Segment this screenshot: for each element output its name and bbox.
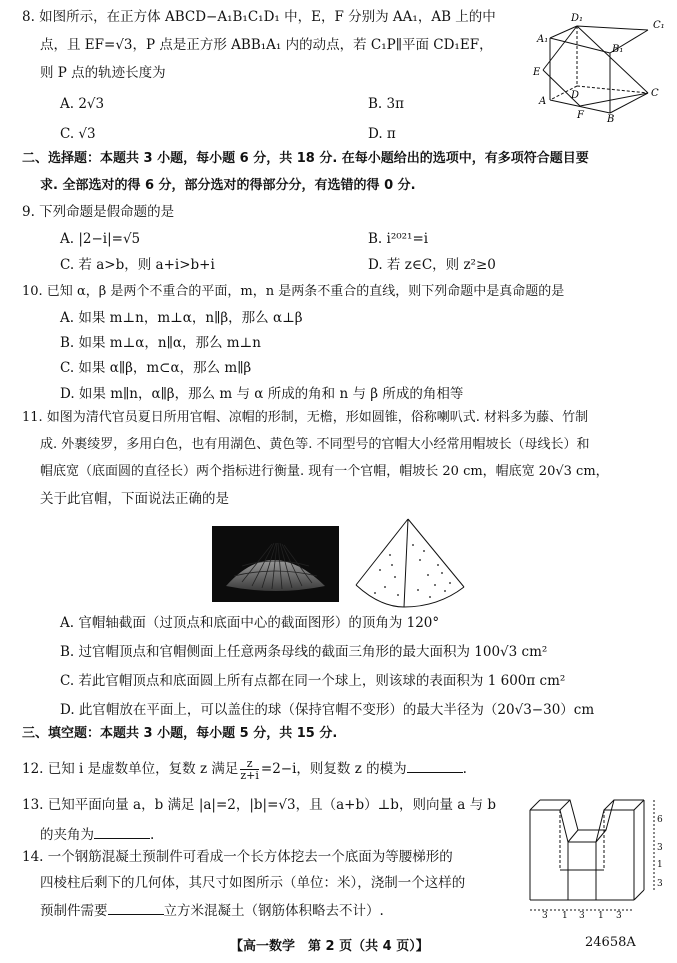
cube-figure <box>525 8 677 123</box>
label-c: C <box>651 88 659 99</box>
label-f: F <box>577 110 584 121</box>
label-d: D <box>571 90 580 101</box>
q12-answer-blank[interactable] <box>407 758 463 773</box>
label-d1: D₁ <box>571 13 584 24</box>
q11-option-b: B. 过官帽顶点和官帽侧面上任意两条母线的截面三角形的最大面积为 100√3 cm² <box>60 644 548 660</box>
q8-option-b: B. 3π <box>368 96 404 112</box>
q11-option-c: C. 若此官帽顶点和底面圆上所有点都在同一个球上，则该球的表面积为 1 600π cm² <box>60 673 566 689</box>
label-b1: B₁ <box>612 44 624 55</box>
q12-frac-den: z+i <box>240 769 259 782</box>
q8-line2: 点，且 EF=√3，P 点是正方形 ABB₁A₁ 内的动点，若 C₁P∥平面 CD₁EF， <box>40 37 493 53</box>
dim-top: 6 <box>657 815 663 825</box>
q12-post: =2−i，则复数 z 的模为 <box>260 761 407 777</box>
dim-bottom-2: 1 <box>562 911 568 920</box>
q14-answer-blank[interactable] <box>108 900 164 915</box>
dim-bottom-5: 3 <box>616 911 622 920</box>
q14-line2: 四棱柱后剩下的几何体，其尺寸如图所示（单位：米），浇制一个这样的 <box>40 875 466 891</box>
q11-line4: 关于此官帽，下面说法正确的是 <box>40 491 229 507</box>
q13-line2: 的夹角为 . <box>40 824 154 844</box>
q8-option-d: D. π <box>368 126 396 142</box>
cone-drawing <box>350 515 470 610</box>
q9-option-a: A. |2−i|=√5 <box>60 231 141 247</box>
q11-option-d: D. 此官帽放在平面上，可以盖住的球（保持官帽不变形）的最大半径为（20√3−30）cm <box>60 702 595 718</box>
q13-line1: 13. 已知平面向量 a，b 满足 |a|=2，|b|=√3，且（a+b）⊥b，则向量 a 与 b <box>22 797 497 813</box>
dim-side3: 3 <box>657 879 663 889</box>
dim-side1: 3 <box>657 843 663 853</box>
section2-line2: 求. 全部选对的得 6 分，部分选对的得部分分，有选错的得 0 分. <box>40 178 416 193</box>
section2-line1: 二、选择题：本题共 3 小题，每小题 6 分，共 18 分. 在每小题给出的选项中，有多项符合题目要 <box>22 151 589 166</box>
dim-bottom-4: 1 <box>598 911 604 920</box>
dim-bottom-1: 3 <box>542 911 548 920</box>
label-a: A <box>539 96 547 107</box>
q9-stem: 9. 下列命题是假命题的是 <box>22 204 175 220</box>
dim-side2: 1 <box>657 860 663 870</box>
q10-option-c: C. 如果 α∥β，m⊂α，那么 m∥β <box>60 360 252 376</box>
q12-pre: 12. 已知 i 是虚数单位，复数 z 满足 <box>22 761 239 777</box>
q13-answer-blank[interactable] <box>94 824 150 839</box>
label-c1: C₁ <box>653 20 665 31</box>
label-b: B <box>607 114 615 123</box>
q11-line1: 11. 如图为清代官员夏日所用官帽、凉帽的形制，无檐，形如圆锥，俗称喇叭式. 材料多为藤、竹制 <box>22 410 589 425</box>
q8-line3: 则 P 点的轨迹长度为 <box>40 65 166 81</box>
q8-option-c: C. √3 <box>60 126 96 142</box>
q11-line2: 成. 外裹绫罗，多用白色，也有用湖色、黄色等. 不同型号的官帽大小经常用帽坡长（母线长）和 <box>40 437 590 452</box>
prefab-figure <box>520 790 670 920</box>
q9-option-b: B. i²⁰²¹=i <box>368 231 429 247</box>
q14-line3: 预制件需要 立方米混凝土（钢筋体积略去不计）. <box>40 900 384 920</box>
dim-bottom-3: 3 <box>579 911 585 920</box>
q11-option-a: A. 官帽轴截面（过顶点和底面中心的截面图形）的顶角为 120° <box>60 615 440 631</box>
hat-photo <box>212 526 339 602</box>
q10-option-a: A. 如果 m⊥n，m⊥α，n∥β，那么 α⊥β <box>60 310 303 326</box>
q9-option-c: C. 若 a>b，则 a+i>b+i <box>60 257 215 273</box>
label-e: E <box>533 67 541 78</box>
q10-option-d: D. 如果 m∥n，α∥β，那么 m 与 α 所成的角和 n 与 β 所成的角相等 <box>60 386 464 402</box>
q12-line: 12. 已知 i 是虚数单位，复数 z 满足 $\frac{z}{z+i}$ =2−i，则复数 z 的模为 . <box>22 757 467 782</box>
paper-code: 24658A <box>585 935 636 950</box>
page-footer: 【高一数学 第 2 页（共 4 页）】 <box>230 939 429 954</box>
q14-line1: 14. 一个钢筋混凝土预制件可看成一个长方体挖去一个底面为等腰梯形的 <box>22 849 453 865</box>
q10-stem: 10. 已知 α，β 是两个不重合的平面，m，n 是两条不重合的直线，则下列命题中是真命题的是 <box>22 284 565 299</box>
q10-option-b: B. 如果 m⊥α，n∥α，那么 m⊥n <box>60 335 261 351</box>
q8-option-a: A. 2√3 <box>60 96 105 112</box>
q8-line1: 8. 如图所示，在正方体 ABCD−A₁B₁C₁D₁ 中，E，F 分别为 AA₁，AB 上的中 <box>22 9 496 25</box>
section3-line1: 三、填空题：本题共 3 小题，每小题 5 分，共 15 分. <box>22 726 338 741</box>
label-a1: A₁ <box>537 34 549 45</box>
q12-frac-num: z <box>240 758 259 770</box>
q11-line3: 帽底宽（底面圆的直径长）两个指标进行衡量. 现有一个官帽，帽坡长 20 cm，帽底宽 20√3 cm， <box>40 464 609 479</box>
q9-option-d: D. 若 z∈C，则 z²≥0 <box>368 257 496 273</box>
